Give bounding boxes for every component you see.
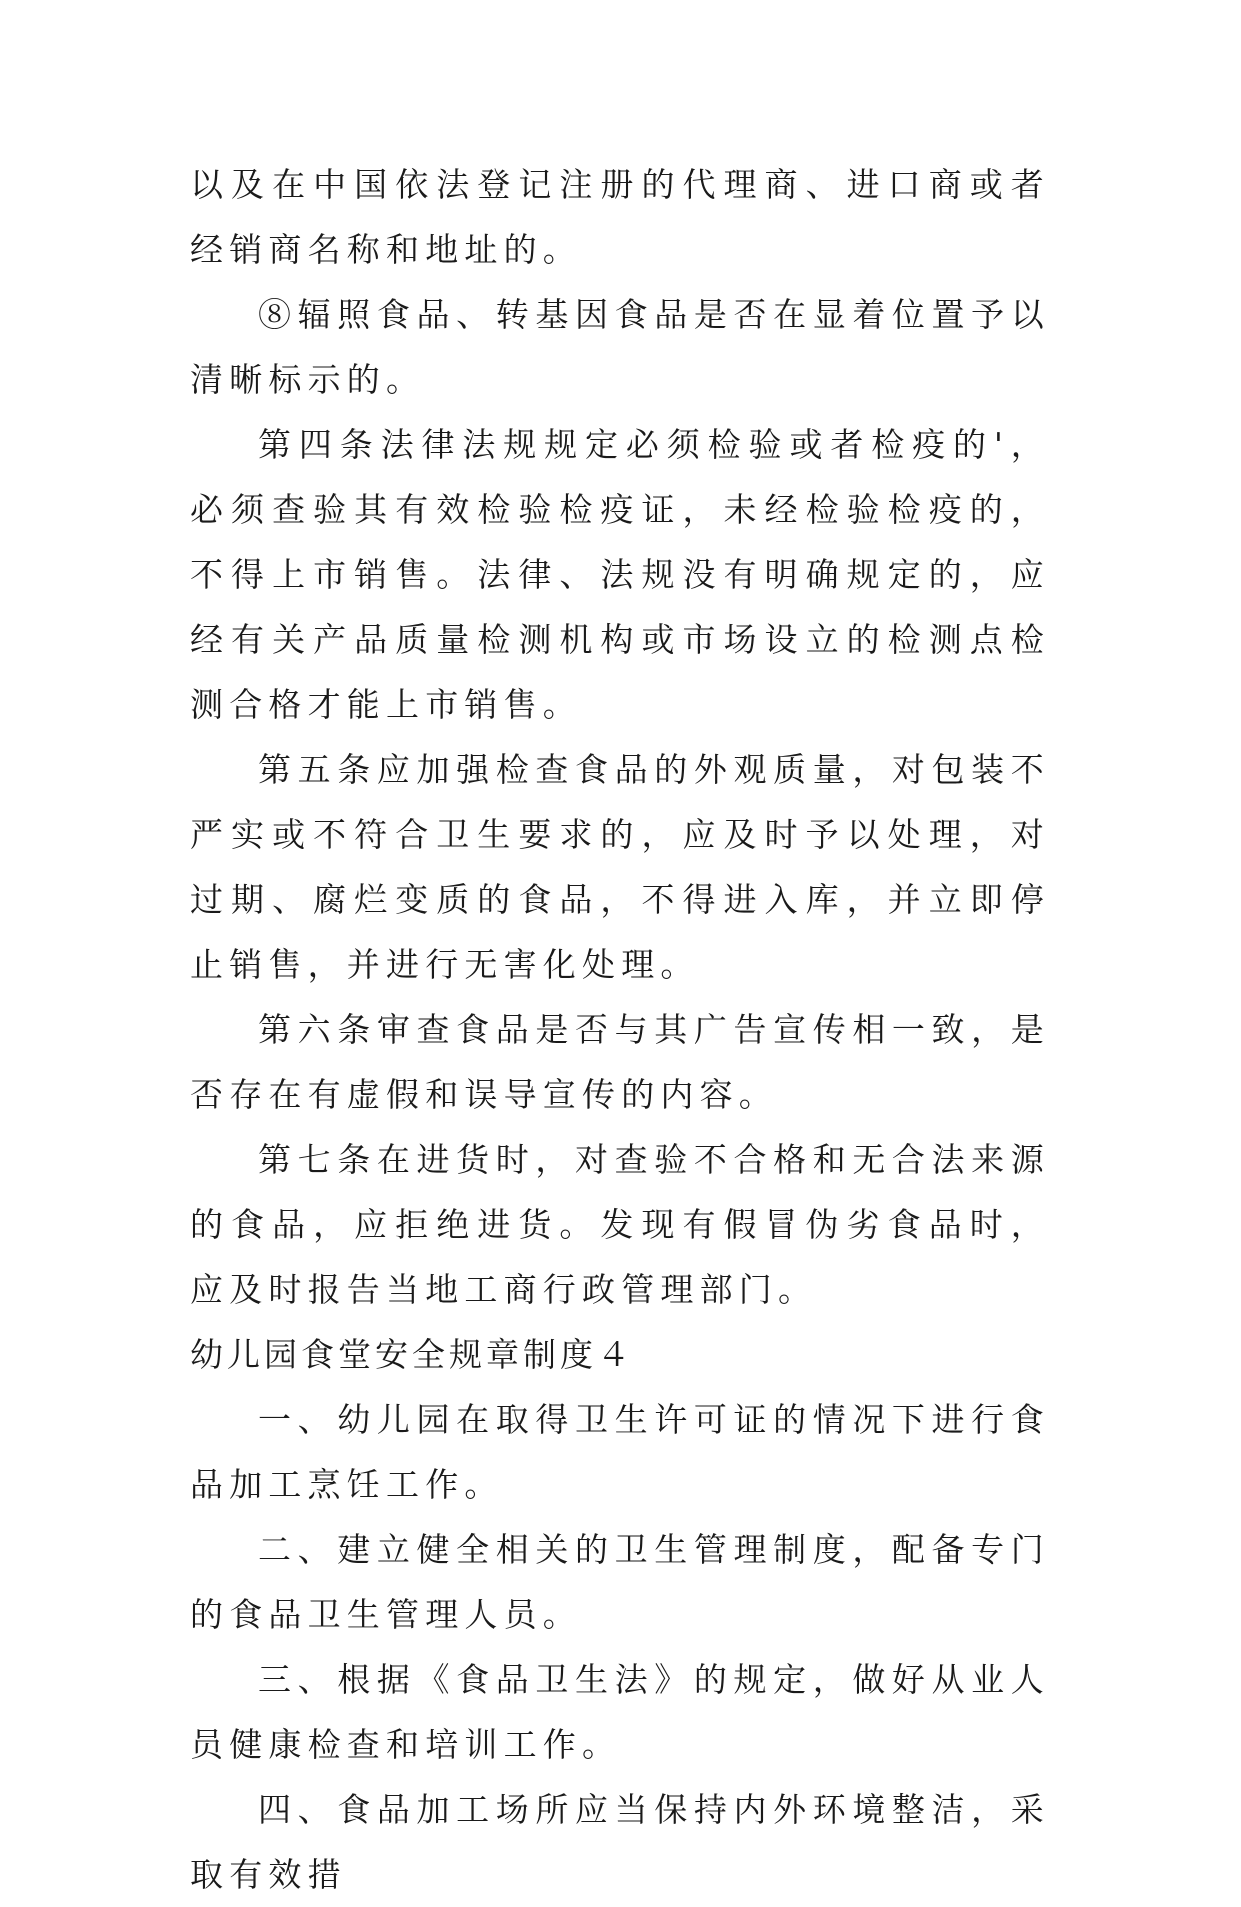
- paragraph-item-2: 二、建立健全相关的卫生管理制度，配备专门的食品卫生管理人员。: [190, 1530, 1050, 1634]
- paragraph-article-4: 第四条法律法规规定必须检验或者检疫的'，必须查验其有效检验检疫证，未经检验检疫的，不得上市销售。法律、法规没有明确规定的，应经有关产品质量检测机构或市场设立的检测点检测合格才能上市销售。: [190, 425, 1050, 724]
- paragraph-agent-name-address: 以及在中国依法登记注册的代理商、进口商或者经销商名称和地址的。: [190, 165, 1050, 269]
- paragraph-article-5: 第五条应加强检查食品的外观质量，对包装不严实或不符合卫生要求的，应及时予以处理，对过期、腐烂变质的食品，不得进入库，并立即停止销售，并进行无害化处理。: [190, 750, 1050, 984]
- paragraph-article-7: 第七条在进货时，对查验不合格和无合法来源的食品，应拒绝进货。发现有假冒伪劣食品时，应及时报告当地工商行政管理部门。: [190, 1140, 1050, 1309]
- paragraph-item-3: 三、根据《食品卫生法》的规定，做好从业人员健康检查和培训工作。: [190, 1660, 1050, 1764]
- paragraph-item-1: 一、幼儿园在取得卫生许可证的情况下进行食品加工烹饪工作。: [190, 1400, 1050, 1504]
- section-title: 幼儿园食堂安全规章制度４: [190, 1335, 634, 1374]
- paragraph-irradiated-gm-food: ⑧辐照食品、转基因食品是否在显着位置予以清晰标示的。: [190, 295, 1050, 399]
- paragraph-article-6: 第六条审查食品是否与其广告宣传相一致，是否存在有虚假和误导宣传的内容。: [190, 1010, 1050, 1114]
- document-page: [190, 152, 1050, 1907]
- paragraph-item-4: 四、食品加工场所应当保持内外环境整洁，采取有效措: [190, 1790, 1050, 1894]
